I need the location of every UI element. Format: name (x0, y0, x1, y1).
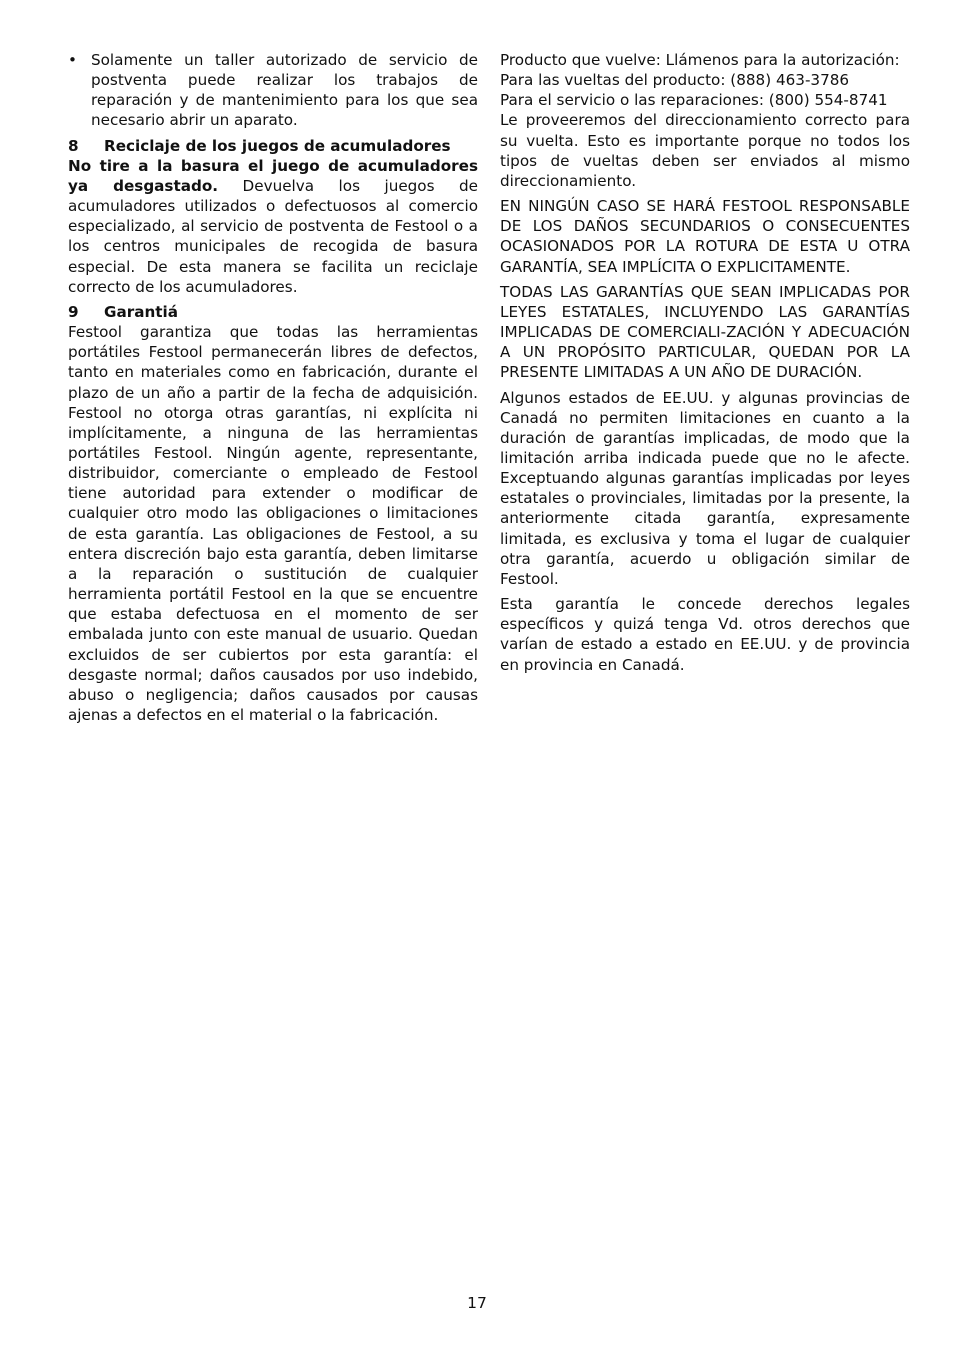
page-number: 17 (467, 1294, 487, 1312)
section-8-title: Reciclaje de los juegos de acumuladores (104, 136, 451, 155)
section-8-number: 8 (68, 136, 79, 155)
left-column (68, 50, 478, 730)
section-8-bold-lead: No tire a la basura el juego de acumuladores ya desgastado. (68, 156, 478, 195)
routing-paragraph: Le proveeremos del direccionamiento correcto para su vuelta. Esto es importante porque no todos los tipos de vueltas deben ser enviados al mismo direccionamiento. (500, 111, 910, 190)
bullet-text: Solamente un taller autorizado de servicio de postventa puede realizar los trabajos de reparación y de mantenimiento para los que sea necesario abrir un aparato. (91, 51, 478, 130)
section-9-heading (68, 302, 478, 322)
section-8-body (68, 156, 478, 297)
implied-warranty-paragraph: TODAS LAS GARANTÍAS QUE SEAN IMPLICADAS POR LEYES ESTATALES, INCLUYENDO LAS GARANTÍAS IMPLICADAS DE COMERCIALI-ZACIÓN Y ADECUACIÓN A UN PROPÓSITO PARTICULAR, QUEDAN POR LA PRESENTE LIMITADAS A UN AÑO DE DURACIÓN. (500, 282, 910, 382)
return-intro: Producto que vuelve: Llámenos para la autorización: (500, 51, 900, 69)
service-phone: Para el servicio o las reparaciones: (800) 554-8741 (500, 91, 888, 110)
right-column (500, 50, 910, 680)
bullet-item (68, 50, 478, 131)
section-9-text: Festool garantiza que todas las herramientas portátiles Festool permanecerán libres de defectos, tanto en materiales como en fabricación, durante el plazo de un año a partir de la fecha de adquisición. Festool no otorga otras garantías, ni explícita ni implícitamente, a ninguna de las herramientas portátiles Festool. Ningún agente, representante, distribuidor, comerciante o empleado de Festool tiene autoridad para extender o modificar de cualquier otro modo las obligaciones o limitaciones de esta garantía. Las obligaciones de Festool, a su entera discreción bajo esta garantía, deben limitarse a la reparación o sustitución de cualquier herramienta portátil Festool en la que se encuentre que estaba defectuosa en el momento de ser embalada junto con este manual de usuario. Quedan excluidos de ser cubiertos por esta garantía: el desgaste normal; daños causados por uso indebido, abuso o negligencia; daños causados por causas ajenas a defectos en el material o la fabricación. (68, 323, 478, 724)
return-phone: Para las vueltas del producto: (888) 463-3786 (500, 71, 850, 90)
states-paragraph: Algunos estados de EE.UU. y algunas provincias de Canadá no permiten limitaciones en cuanto a la duración de garantías implicadas, de modo que la limitación arriba indicada puede que no le afecte. Exceptuando algunas garantías implicadas por leyes estatales o provinciales, limitadas por la presente, la anteriormente citada garantía, expresamente limitada, es exclusiva y toma el lugar de cualquier otra garantía, acuerdo u obligación similar de Festool. (500, 388, 910, 588)
section-8-heading (68, 136, 478, 156)
rights-paragraph: Esta garantía le concede derechos legales específicos y quizá tenga Vd. otros derechos que varían de estado a estado en EE.UU. y de provincia en provincia en Canadá. (500, 595, 910, 674)
bullet-symbol: • (68, 51, 77, 69)
liability-paragraph: EN NINGÚN CASO SE HARÁ FESTOOL RESPONSABLE DE LOS DAÑOS SECUNDARIOS O CONSECUENTES OCASIONADOS POR LA ROTURA DE ESTA U OTRA GARANTÍA, SEA IMPLÍCITA O EXPLICITAMENTE. (500, 197, 910, 276)
section-9-title: Garantiá (104, 302, 178, 321)
section-9-number: 9 (68, 302, 79, 321)
section-8-text: Devuelva los juegos de acumuladores utilizados o defectuosos al comercio especializado, al servicio de postventa de Festool o a los centros municipales de recogida de basura especial. De esta manera se facilita un reciclaje correcto de los acumuladores. (68, 176, 478, 296)
